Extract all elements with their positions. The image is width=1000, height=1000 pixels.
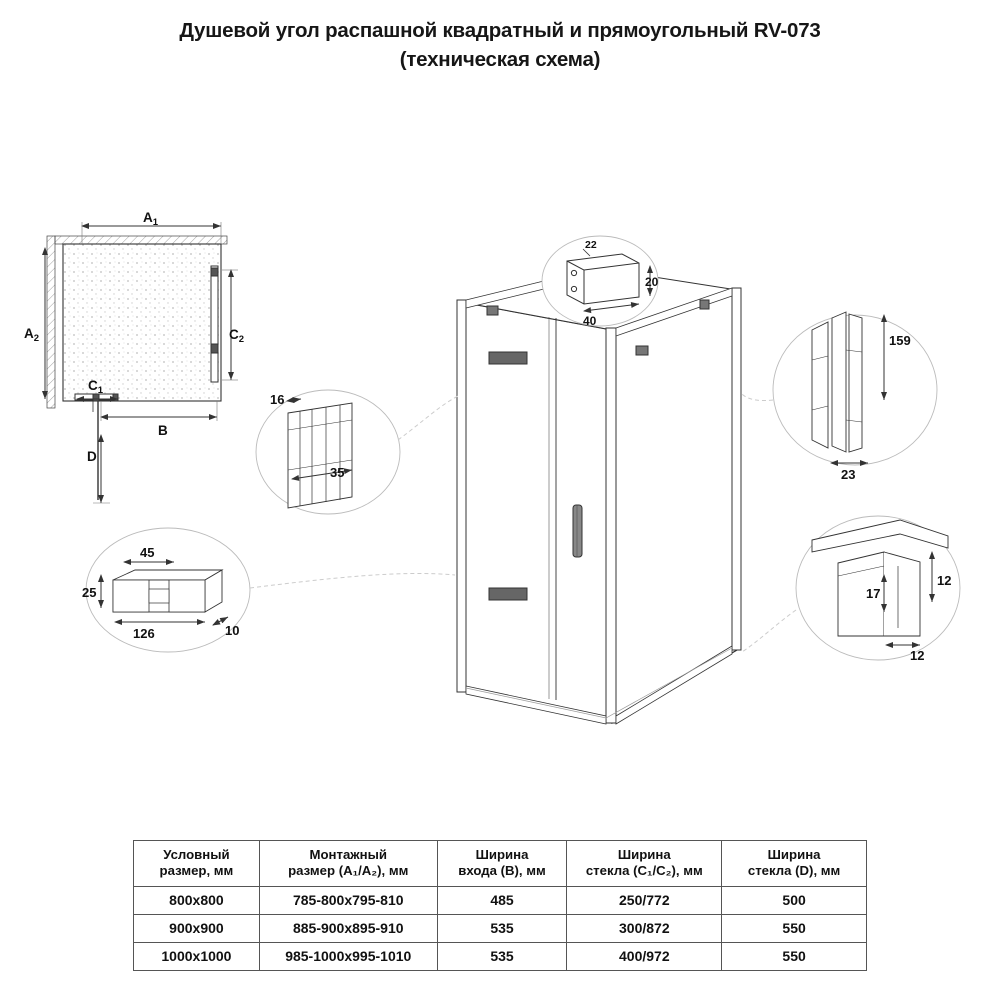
- label-bottom-inner: 17: [866, 586, 881, 601]
- cell-glass-width-d: 550: [722, 915, 867, 943]
- column-header-mounting-size: Монтажный размер (A₁/A₂), мм: [259, 841, 437, 887]
- enclosure-3d-view: [457, 268, 741, 724]
- cell-mounting-size: 985-1000x995-1010: [259, 943, 437, 971]
- cell-entrance-width: 485: [437, 887, 567, 915]
- table-row: [134, 887, 867, 915]
- label-handle-thickness: 10: [225, 623, 240, 638]
- label-c2: $C_2$: [229, 327, 245, 345]
- label-a1: $A_1$: [143, 210, 159, 228]
- column-header-nominal-size: Условный размер, мм: [134, 841, 260, 887]
- label-d: D: [87, 449, 97, 464]
- label-a2: $A_2$: [24, 326, 40, 344]
- specifications-table: [133, 840, 867, 971]
- label-left-width: 16: [270, 392, 285, 407]
- label-top-depth: 22: [585, 239, 597, 251]
- page-title-line2: (техническая схема): [399, 48, 601, 71]
- callout-wall-profile: [256, 390, 460, 514]
- label-c1: $C_1$: [88, 378, 104, 396]
- cell-nominal-size: 800x800: [134, 887, 260, 915]
- plan-view: [45, 222, 238, 503]
- table-header-row: [134, 841, 867, 887]
- label-b: B: [158, 423, 168, 438]
- label-bottom-height: 12: [937, 573, 952, 588]
- callout-bottom-profile: [742, 516, 960, 660]
- table-row: [134, 943, 867, 971]
- cell-mounting-size: 785-800x795-810: [259, 887, 437, 915]
- cell-glass-width-c: 400/972: [567, 943, 722, 971]
- page-title-line1: Душевой угол распашной квадратный и прямоугольный RV-073: [179, 19, 821, 42]
- label-handle-height: 25: [82, 585, 97, 600]
- label-right-depth: 23: [841, 467, 856, 482]
- cell-glass-width-c: 250/772: [567, 887, 722, 915]
- cell-glass-width-d: 550: [722, 943, 867, 971]
- column-header-glass-width-d: Ширина стекла (D), мм: [722, 841, 867, 887]
- callout-top-bracket: [542, 236, 658, 326]
- label-top-height: 20: [645, 275, 659, 289]
- label-handle-length: 126: [133, 626, 155, 641]
- label-top-width: 40: [583, 314, 597, 328]
- cell-entrance-width: 535: [437, 943, 567, 971]
- label-bottom-outer: 12: [910, 648, 925, 663]
- cell-entrance-width: 535: [437, 915, 567, 943]
- cell-glass-width-c: 300/872: [567, 915, 722, 943]
- label-left-depth: 35: [330, 465, 345, 480]
- label-handle-width: 45: [140, 545, 155, 560]
- label-right-height: 159: [889, 333, 911, 348]
- cell-nominal-size: 1000x1000: [134, 943, 260, 971]
- cell-mounting-size: 885-900x895-910: [259, 915, 437, 943]
- cell-glass-width-d: 500: [722, 887, 867, 915]
- column-header-entrance-width: Ширина входа (B), мм: [437, 841, 567, 887]
- column-header-glass-width-c: Ширина стекла (C₁/C₂), мм: [567, 841, 722, 887]
- cell-nominal-size: 900x900: [134, 915, 260, 943]
- table-row: [134, 915, 867, 943]
